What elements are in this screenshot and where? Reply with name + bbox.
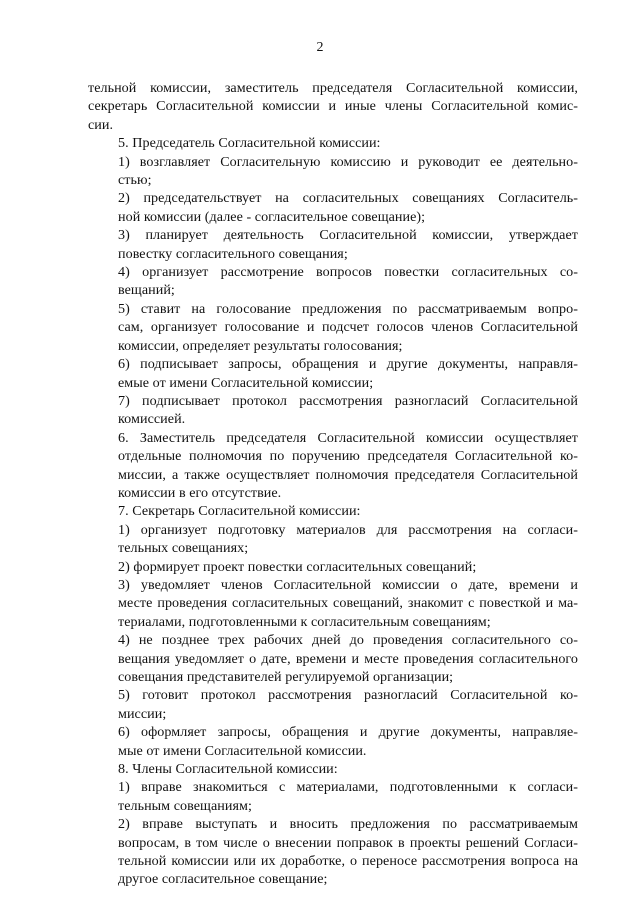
paragraph: [88, 153, 578, 190]
text-line: повестку согласительного совещания;: [118, 245, 348, 262]
text-line: 2) вправе выступать и вносить предложения по рассматриваемым: [118, 816, 578, 833]
paragraph: [88, 760, 578, 778]
text-line: емые от имени Согласительной комиссии;: [118, 374, 374, 391]
text-line: 8. Члены Согласительной комиссии:: [118, 761, 338, 778]
text-line: 4) не позднее трех рабочих дней до проведения согласительного со-: [118, 632, 578, 649]
paragraph: [88, 263, 578, 300]
text-line: отдельные полномочия по поручению председателя Согласительной ко-: [118, 448, 578, 465]
text-line: 4) организует рассмотрение вопросов повестки согласительных со-: [118, 264, 578, 281]
text-line: 3) планирует деятельность Согласительной комиссии, утверждает: [118, 227, 578, 244]
text-line: 6) подписывает запросы, обращения и другие документы, направля-: [118, 356, 578, 373]
text-line: вещания уведомляет о дате, времени и месте проведения согласительного: [118, 650, 578, 667]
text-line: сии.: [88, 116, 114, 133]
text-line: стью;: [118, 172, 152, 189]
text-line: комиссии в его отсутствие.: [118, 484, 282, 501]
text-line: 1) вправе знакомиться с материалами, подготовленными к согласи-: [118, 779, 578, 796]
text-line: 2) председательствует на согласительных совещаниях Согласитель-: [118, 190, 578, 207]
paragraph: [88, 79, 578, 134]
text-line: 3) уведомляет членов Согласительной комиссии о дате, времени и: [118, 576, 578, 593]
text-line: 5. Председатель Согласительной комиссии:: [118, 135, 381, 152]
page-number: 2: [316, 40, 324, 55]
text-line: месте проведения согласительных совещаний, знакомит с повесткой и ма-: [118, 595, 578, 612]
text-line: вопросам, в том числе о внесении поправок в проекты решений Согласи-: [118, 834, 578, 851]
text-line: мые от имени Согласительной комиссии.: [118, 742, 367, 759]
document-body: [88, 79, 578, 889]
paragraph: [88, 686, 578, 723]
paragraph: [88, 778, 578, 815]
paragraph: [88, 558, 578, 576]
paragraph: [88, 226, 578, 263]
text-line: тельных совещаниях;: [118, 540, 249, 557]
text-line: териалами, подготовленными к согласительным совещаниям;: [118, 613, 491, 630]
paragraph: [88, 355, 578, 392]
text-line: 5) ставит на голосование предложения по рассматриваемым вопро-: [118, 300, 578, 317]
text-line: 7. Секретарь Согласительной комиссии:: [118, 503, 361, 520]
paragraph: [88, 723, 578, 760]
text-line: 1) организует подготовку материалов для рассмотрения на согласи-: [118, 521, 578, 538]
text-line: комиссией.: [118, 411, 186, 428]
text-line: другое согласительное совещание;: [118, 871, 328, 888]
paragraph: [88, 300, 578, 355]
text-line: 7) подписывает протокол рассмотрения разногласий Согласительной: [118, 392, 578, 409]
text-line: комиссии, определяет результаты голосования;: [118, 337, 403, 354]
paragraph: [88, 392, 578, 429]
text-line: 5) готовит протокол рассмотрения разногласий Согласительной ко-: [118, 687, 578, 704]
text-line: 1) возглавляет Согласительную комиссию и руководит ее деятельно-: [118, 153, 578, 170]
paragraph: [88, 576, 578, 631]
text-line: секретарь Согласительной комиссии и иные члены Согласительной комис-: [88, 98, 578, 115]
text-line: 6) оформляет запросы, обращения и другие документы, направляе-: [118, 724, 578, 741]
paragraph: [88, 631, 578, 686]
paragraph: [88, 521, 578, 558]
paragraph: [88, 134, 578, 152]
text-line: вещаний;: [118, 282, 175, 299]
text-line: сам, организует голосование и подсчет голосов членов Согласительной: [118, 319, 578, 336]
text-line: миссии;: [118, 705, 167, 722]
text-line: тельной комиссии, заместитель председателя Согласительной комиссии,: [88, 80, 578, 96]
text-line: 2) формирует проект повестки согласительных совещаний;: [118, 558, 477, 575]
paragraph: [88, 189, 578, 226]
paragraph: [88, 429, 578, 503]
text-line: 6. Заместитель председателя Согласительной комиссии осуществляет: [118, 429, 578, 446]
text-line: совещания представителей регулируемой организации;: [118, 669, 454, 685]
paragraph: [88, 815, 578, 889]
text-line: тельной комиссии или их доработке, о переносе рассмотрения вопроса на: [118, 853, 578, 870]
text-line: тельным совещаниям;: [118, 797, 252, 814]
text-line: миссии, а также осуществляет полномочия председателя Согласительной: [118, 466, 578, 483]
text-line: ной комиссии (далее - согласительное совещание);: [118, 208, 426, 225]
paragraph: [88, 502, 578, 520]
